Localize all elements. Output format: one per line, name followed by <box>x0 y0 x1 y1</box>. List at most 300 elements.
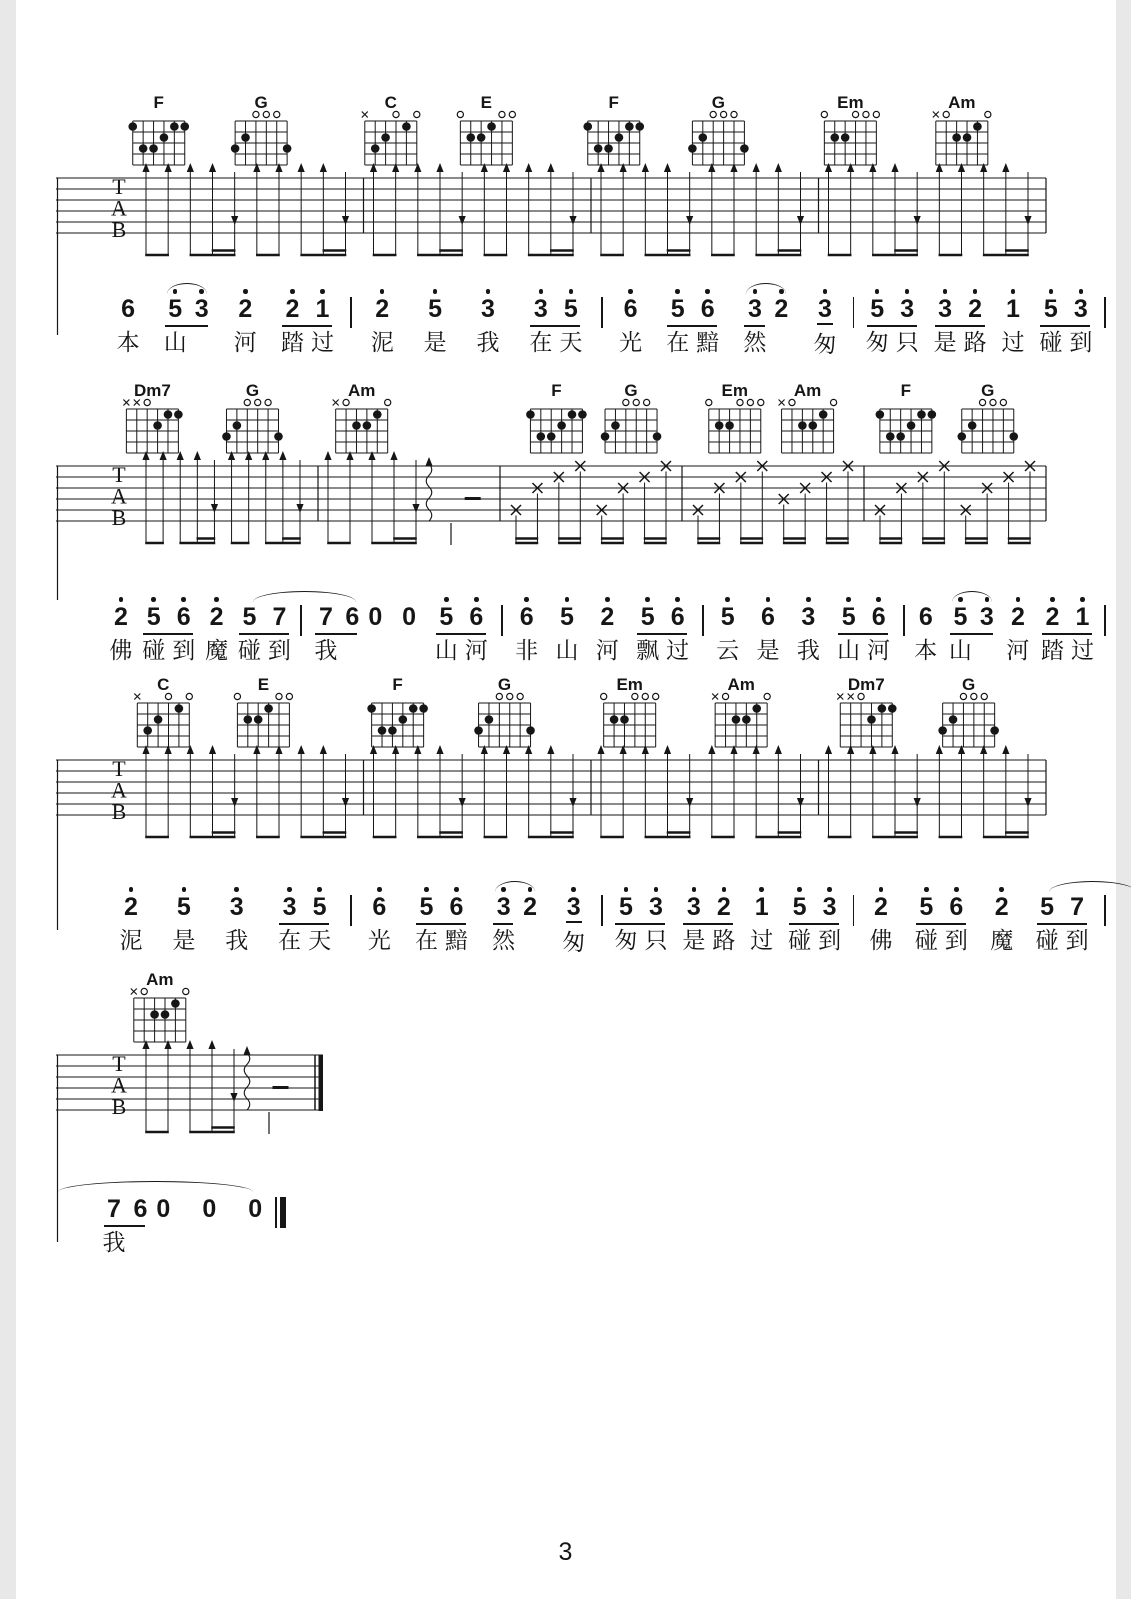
note-digit: 7 <box>272 602 287 631</box>
lyric-char: 是 <box>756 637 780 664</box>
mute-x-note <box>939 461 949 471</box>
octave-dot <box>539 289 544 294</box>
finger-dot <box>620 715 629 724</box>
finger-dot <box>962 133 971 142</box>
muted-string-marker <box>847 694 853 700</box>
jianpu-measure <box>603 288 853 357</box>
lyric-char: 然 <box>743 329 767 356</box>
muted-string-marker <box>778 400 784 406</box>
jianpu-note-group <box>614 886 667 953</box>
jianpu-beat <box>205 596 228 663</box>
chord-label: Am <box>347 381 375 400</box>
finger-dot <box>896 432 905 441</box>
tab-letter: T <box>111 1051 126 1076</box>
mute-x-note <box>575 461 585 471</box>
note-underline <box>436 633 486 635</box>
open-string-marker <box>736 399 742 405</box>
mute-x-note <box>596 505 606 515</box>
lyric-char: 匆 <box>614 927 638 954</box>
up-stroke-arrowhead <box>392 745 399 754</box>
octave-dot <box>954 887 959 892</box>
finger-dot <box>160 1010 169 1019</box>
finger-dot <box>731 715 740 724</box>
octave-dot <box>214 597 219 602</box>
muted-string-marker <box>134 694 140 700</box>
lyric-char: 山 <box>948 637 972 664</box>
up-stroke-arrowhead <box>774 163 781 172</box>
chord-diagram-F <box>128 93 189 165</box>
note-digit: 1 <box>754 892 769 921</box>
jianpu-beat <box>109 596 132 663</box>
lyric-char: 是 <box>933 329 957 356</box>
octave-dot <box>605 597 610 602</box>
jianpu-beat <box>750 886 773 953</box>
lyric-char: 匆 <box>562 929 586 956</box>
open-string-marker <box>705 399 711 405</box>
lyric-char <box>198 331 205 355</box>
finger-dot <box>138 144 147 153</box>
mute-x-note <box>532 483 542 493</box>
up-stroke-arrowhead <box>436 163 443 172</box>
open-string-marker <box>182 988 188 994</box>
jianpu-note <box>990 886 1013 953</box>
mute-x-note <box>639 472 649 482</box>
open-string-marker <box>517 693 523 699</box>
jianpu-beat <box>201 1188 217 1255</box>
up-stroke-arrowhead <box>525 745 532 754</box>
finger-dot <box>381 133 390 142</box>
lyric-char: 匆 <box>813 331 837 358</box>
up-stroke-arrowhead <box>752 163 759 172</box>
octave-dot <box>766 597 771 602</box>
mute-x-note <box>532 483 542 493</box>
down-stroke-arrowhead <box>1024 216 1031 225</box>
lyric-char: 黯 <box>696 329 720 356</box>
finger-dot <box>725 421 734 430</box>
jianpu-note <box>869 886 892 953</box>
finger-dot <box>635 122 644 131</box>
up-stroke-arrowhead <box>619 745 626 754</box>
chord-diagram-G <box>938 675 999 747</box>
open-string-marker <box>979 399 985 405</box>
lyric-char <box>526 929 533 953</box>
up-stroke-arrowhead <box>164 163 171 172</box>
jianpu-note <box>119 886 142 953</box>
note-digit: 5 <box>419 892 434 921</box>
note-digit: 5 <box>428 294 443 323</box>
jianpu-note-group <box>682 886 735 953</box>
note-digit: 3 <box>818 294 832 323</box>
finger-dot <box>253 715 262 724</box>
mute-x-note <box>778 494 788 504</box>
finger-dot <box>274 432 283 441</box>
jianpu-note-group <box>238 596 291 663</box>
down-stroke-arrowhead <box>569 216 576 225</box>
jianpu-note <box>945 886 968 953</box>
up-stroke-arrowhead <box>369 163 376 172</box>
lyric-char: 到 <box>172 637 196 664</box>
lyric-char: 只 <box>644 927 668 954</box>
tab-letter: A <box>110 195 127 221</box>
finger-dot <box>408 704 417 713</box>
up-stroke-arrowhead <box>980 163 987 172</box>
jianpu-note <box>492 886 515 953</box>
up-stroke-arrowhead <box>891 163 898 172</box>
jianpu-note <box>368 886 391 953</box>
lyric-char: 踏 <box>1040 637 1064 664</box>
chord-label: G <box>254 93 268 112</box>
up-stroke-arrowhead <box>176 451 183 460</box>
jianpu-note-group <box>1036 886 1089 953</box>
jianpu-note <box>788 886 811 953</box>
finger-dot <box>740 144 749 153</box>
up-stroke-arrowhead <box>480 163 487 172</box>
lyric-char: 泥 <box>119 927 143 954</box>
octave-dot <box>797 887 802 892</box>
tab-letter: T <box>111 462 126 487</box>
octave-dot <box>999 887 1004 892</box>
open-string-marker <box>496 693 502 699</box>
octave-dot <box>875 289 880 294</box>
open-string-marker <box>252 111 258 117</box>
octave-dot <box>1049 289 1054 294</box>
up-stroke-arrowhead <box>275 745 282 754</box>
octave-dot <box>725 597 730 602</box>
open-string-marker <box>622 399 628 405</box>
jianpu-note <box>750 886 773 953</box>
note-digit: 6 <box>176 602 191 631</box>
open-string-marker <box>984 111 990 117</box>
chord-diagram-Dm7 <box>837 675 896 747</box>
finger-dot <box>546 432 555 441</box>
jianpu-beat <box>515 596 538 663</box>
jianpu-note <box>614 886 637 953</box>
jianpu-note <box>238 596 261 663</box>
notation-line-3 <box>101 886 1106 955</box>
jianpu-note-group <box>281 288 334 355</box>
open-string-marker <box>263 111 269 117</box>
lyric-char: 过 <box>1070 637 1094 664</box>
note-digit: 3 <box>900 294 915 323</box>
open-string-marker <box>857 693 863 699</box>
lyric-char: 只 <box>895 329 919 356</box>
jianpu-note-group <box>1041 596 1094 663</box>
note-underline <box>950 633 993 635</box>
jianpu-note <box>1071 596 1094 663</box>
lyric-char: 碰 <box>914 927 938 954</box>
note-underline <box>143 633 193 635</box>
chord-label: G <box>623 381 638 400</box>
note-digit: 2 <box>774 294 789 323</box>
lyric-char: 是 <box>423 329 447 356</box>
muted-string-marker <box>123 400 129 406</box>
finger-dot <box>604 144 613 153</box>
mute-x-note <box>618 483 628 493</box>
chord-label: G <box>961 675 975 694</box>
jianpu-measure <box>101 596 300 663</box>
octave-dot <box>444 597 449 602</box>
mute-x-note <box>800 483 810 493</box>
chord-diagram-Am <box>130 970 188 1042</box>
note-underline <box>315 633 357 635</box>
chord-label: F <box>153 93 164 112</box>
lyric-char: 然 <box>492 927 516 954</box>
jianpu-note <box>247 1188 263 1255</box>
up-stroke-arrowhead <box>502 163 509 172</box>
chord-label: Dm7 <box>133 381 171 400</box>
jianpu-note <box>308 886 331 953</box>
finger-dot <box>536 432 545 441</box>
octave-dot <box>1016 597 1021 602</box>
chord-diagram-G <box>957 381 1018 453</box>
muted-string-marker <box>130 989 136 995</box>
finger-dot <box>652 432 661 441</box>
up-stroke-arrowhead <box>869 745 876 754</box>
mute-x-note <box>511 505 521 515</box>
up-stroke-arrowhead <box>525 163 532 172</box>
open-string-marker <box>722 693 728 699</box>
open-string-marker <box>643 399 649 405</box>
chord-label: Am <box>726 675 755 694</box>
up-stroke-arrowhead <box>480 745 487 754</box>
octave-dot <box>645 597 650 602</box>
slur-arc <box>495 881 535 892</box>
jianpu-measure <box>503 596 702 663</box>
mute-x-note <box>714 483 724 493</box>
mute-x-note <box>714 483 724 493</box>
strum-pattern <box>824 745 1031 837</box>
strum-pattern <box>597 745 804 837</box>
note-digit: 0 <box>248 1194 263 1223</box>
jianpu-beat <box>117 288 140 355</box>
note-underline <box>493 923 513 925</box>
note-digit: 2 <box>113 602 128 631</box>
mute-x-note <box>1003 472 1013 482</box>
down-stroke-arrowhead <box>341 798 348 807</box>
mute-x-note <box>875 505 885 515</box>
up-stroke-arrowhead <box>208 745 215 754</box>
open-string-marker <box>144 399 150 405</box>
finger-dot <box>973 122 982 131</box>
chord-diagram-G <box>688 93 749 165</box>
tab-letter: B <box>111 1094 126 1119</box>
lyric-char <box>983 639 990 663</box>
muted-string-marker <box>847 694 853 700</box>
up-stroke-arrowhead <box>957 745 964 754</box>
octave-dot <box>569 289 574 294</box>
tab-letter: T <box>111 756 126 781</box>
lyric-char: 在 <box>529 329 553 356</box>
jianpu-note <box>155 1188 171 1255</box>
up-stroke-arrowhead <box>159 451 166 460</box>
jianpu-measure <box>352 288 602 355</box>
strum-arpeggio-pattern <box>142 1040 288 1134</box>
chord-label: Em <box>836 93 864 112</box>
note-digit: 0 <box>156 1194 171 1223</box>
lyric-char: 是 <box>172 927 196 954</box>
open-string-marker <box>943 111 949 117</box>
lyric-char: 匆 <box>865 329 889 356</box>
jianpu-note <box>559 288 582 355</box>
note-digit: 0 <box>402 602 416 631</box>
note-digit: 6 <box>918 602 933 631</box>
jianpu-measure <box>302 596 501 663</box>
open-string-marker <box>981 693 987 699</box>
lyric-char: 过 <box>750 927 774 954</box>
open-string-marker <box>384 399 390 405</box>
finger-dot <box>484 715 493 724</box>
jianpu-measure <box>603 886 853 953</box>
open-string-marker <box>757 399 763 405</box>
finger-dot <box>476 133 485 142</box>
mute-pick-pattern <box>511 461 671 543</box>
jianpu-note <box>1066 886 1089 953</box>
down-stroke-arrowhead <box>412 504 419 513</box>
mute-x-note <box>875 505 885 515</box>
up-stroke-arrowhead <box>980 745 987 754</box>
lyric-char: 到 <box>267 637 291 664</box>
octave-dot <box>879 887 884 892</box>
jianpu-note <box>636 596 659 663</box>
mute-x-note <box>821 472 831 482</box>
strum-pattern <box>142 163 349 255</box>
open-string-marker <box>165 693 171 699</box>
jianpu-note-group <box>278 886 331 953</box>
jianpu-note <box>476 288 499 355</box>
muted-string-marker <box>133 400 139 406</box>
chord-diagram-C <box>361 93 419 165</box>
chord-diagram-F <box>526 381 587 453</box>
octave-dot <box>565 597 570 602</box>
note-digit: 6 <box>519 602 534 631</box>
lyric-char <box>372 639 379 663</box>
jianpu-note <box>1001 288 1024 355</box>
octave-dot <box>317 887 322 892</box>
mute-x-note <box>1025 461 1035 471</box>
finger-dot <box>170 122 179 131</box>
chord-label: G <box>980 381 994 400</box>
jianpu-beat <box>716 596 739 663</box>
note-digit: 7 <box>107 1194 121 1223</box>
up-stroke-arrowhead <box>547 163 554 172</box>
jianpu-measure <box>704 596 903 663</box>
note-digit: 2 <box>375 294 390 323</box>
note-digit: 6 <box>372 892 387 921</box>
note-underline <box>1040 325 1090 327</box>
down-stroke-arrowhead <box>686 216 693 225</box>
open-string-marker <box>989 399 995 405</box>
jianpu-note <box>234 288 257 355</box>
octave-dot <box>486 289 491 294</box>
jianpu-note <box>515 596 538 663</box>
lyric-char <box>137 1231 144 1255</box>
chord-diagram-F <box>583 93 644 165</box>
down-stroke-arrowhead <box>341 216 348 225</box>
open-string-marker <box>141 988 147 994</box>
arpeggio-wavy-line <box>426 464 432 521</box>
muted-string-marker <box>932 112 938 118</box>
mute-x-note <box>693 505 703 515</box>
muted-string-marker <box>133 400 139 406</box>
note-digit: 3 <box>822 892 837 921</box>
lyric-char: 碰 <box>237 637 261 664</box>
note-digit: 6 <box>949 892 964 921</box>
jianpu-note <box>278 886 301 953</box>
up-stroke-arrowhead <box>663 745 670 754</box>
jianpu-note <box>696 288 719 355</box>
down-stroke-arrowhead <box>296 504 303 513</box>
note-digit: 6 <box>469 602 484 631</box>
jianpu-beat <box>869 886 892 953</box>
finger-dot <box>698 133 707 142</box>
strum-arpeggio-pattern <box>324 451 480 545</box>
chord-label: C <box>384 93 397 112</box>
half-rest-dash <box>464 497 480 500</box>
jianpu-measure <box>101 886 351 953</box>
finger-dot <box>153 715 162 724</box>
octave-dot <box>182 887 187 892</box>
lyric-char: 河 <box>233 329 257 356</box>
lyric-char <box>405 639 412 663</box>
muted-string-marker <box>932 112 938 118</box>
open-string-marker <box>506 693 512 699</box>
finger-dot <box>264 704 273 713</box>
jianpu-note-group <box>949 596 995 663</box>
octave-dot <box>692 887 697 892</box>
finger-dot <box>128 122 137 131</box>
mute-x-note <box>757 461 767 471</box>
octave-dot <box>377 887 382 892</box>
muted-string-marker <box>712 694 718 700</box>
mute-x-note <box>757 461 767 471</box>
finger-dot <box>567 410 576 419</box>
lyric-char: 光 <box>367 927 391 954</box>
lyric-char: 路 <box>712 927 736 954</box>
finger-dot <box>742 715 751 724</box>
arpeggio-wavy-line <box>244 1053 250 1110</box>
up-stroke-arrowhead <box>186 1040 193 1049</box>
down-stroke-arrowhead <box>686 798 693 807</box>
finger-dot <box>352 421 361 430</box>
tab-letter: A <box>110 483 127 509</box>
note-digit: 7 <box>1070 892 1085 921</box>
up-stroke-arrowhead <box>142 1040 149 1049</box>
jianpu-note <box>682 886 705 953</box>
note-underline <box>838 633 888 635</box>
mute-x-note <box>553 472 563 482</box>
lyric-char: 碰 <box>142 637 166 664</box>
strum-pattern <box>824 163 1031 255</box>
mute-x-note <box>661 461 671 471</box>
chord-diagram-E <box>234 675 292 747</box>
lyric-char: 到 <box>944 927 968 954</box>
open-string-marker <box>275 693 281 699</box>
note-digit: 5 <box>168 294 183 323</box>
lyric-char: 河 <box>867 637 891 664</box>
note-digit: 3 <box>801 602 816 631</box>
up-stroke-arrowhead <box>730 163 737 172</box>
up-stroke-arrowhead <box>641 745 648 754</box>
jianpu-note <box>401 596 417 663</box>
lyric-char: 山 <box>555 637 579 664</box>
mute-x-note <box>843 461 853 471</box>
note-digit: 1 <box>315 294 330 323</box>
jianpu-beat <box>596 596 619 663</box>
up-stroke-arrowhead <box>186 163 193 172</box>
mute-x-note <box>821 472 831 482</box>
jianpu-note <box>666 288 689 355</box>
muted-string-marker <box>361 112 367 118</box>
